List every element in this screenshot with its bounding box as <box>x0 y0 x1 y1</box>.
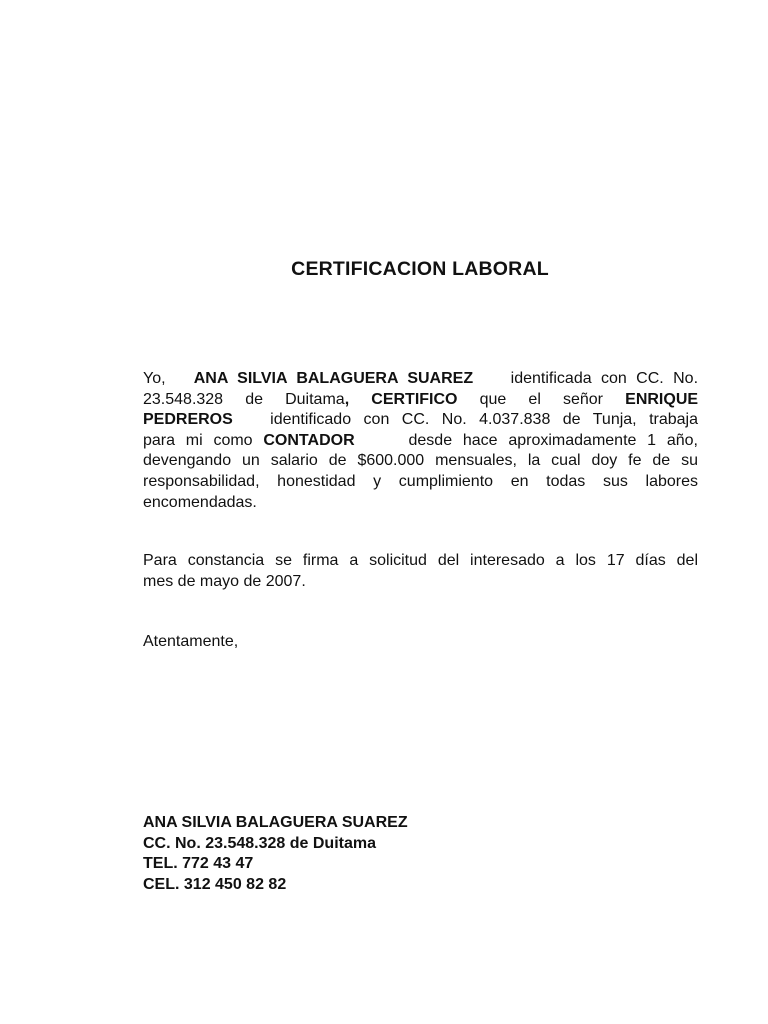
closing-text: Atentamente, <box>143 633 239 650</box>
para-text: para mi como <box>143 431 253 449</box>
position-text: CONTADOR <box>263 431 355 449</box>
paragraph-line: responsabilidad, honestidad y cumplimiento en todas sus labores <box>143 472 698 490</box>
paragraph-line <box>143 410 698 431</box>
comma-text: , <box>344 390 350 408</box>
paragraph-line: Para constancia se firma a solicitud del interesado a los 17 días del <box>143 552 698 569</box>
document-title: CERTIFICACION LABORAL <box>291 258 549 280</box>
employee-first-name: ENRIQUE <box>625 390 699 408</box>
salutation-text: Yo, <box>143 370 166 387</box>
certifico-text: CERTIFICO <box>371 390 458 408</box>
issuer-name: ANA SILVIA BALAGUERA SUAREZ <box>193 370 474 387</box>
paragraph-line: mes de mayo de 2007. <box>143 572 306 590</box>
signer-name: ANA SILVIA BALAGUERA SUAREZ <box>143 814 408 831</box>
paragraph-line: encomendadas. <box>143 493 257 511</box>
paragraph-line <box>143 390 698 411</box>
identified-text: identificada con CC. No. <box>510 370 699 387</box>
signer-id: CC. No. 23.548.328 de Duitama <box>143 834 376 852</box>
signature-block <box>143 813 698 895</box>
certification-paragraph <box>143 369 698 513</box>
paragraph-line <box>143 431 698 452</box>
since-text: desde hace aproximadamente 1 año, <box>408 431 698 449</box>
issuer-id: 23.548.328 de Duitama <box>143 390 345 408</box>
signer-cellphone: CEL. 312 450 82 82 <box>143 875 287 893</box>
signer-phone: TEL. 772 43 47 <box>143 855 254 873</box>
employee-id-text: identificado con CC. No. 4.037.838 de Tunja, trabaja <box>270 411 698 429</box>
paragraph-line: devengando un salario de $600.000 mensuales, la cual doy fe de su <box>143 452 698 470</box>
paragraph-line <box>143 369 698 390</box>
employee-last-name: PEDREROS <box>143 411 233 429</box>
constancia-paragraph <box>143 551 698 592</box>
que-text: que el señor <box>479 390 604 408</box>
